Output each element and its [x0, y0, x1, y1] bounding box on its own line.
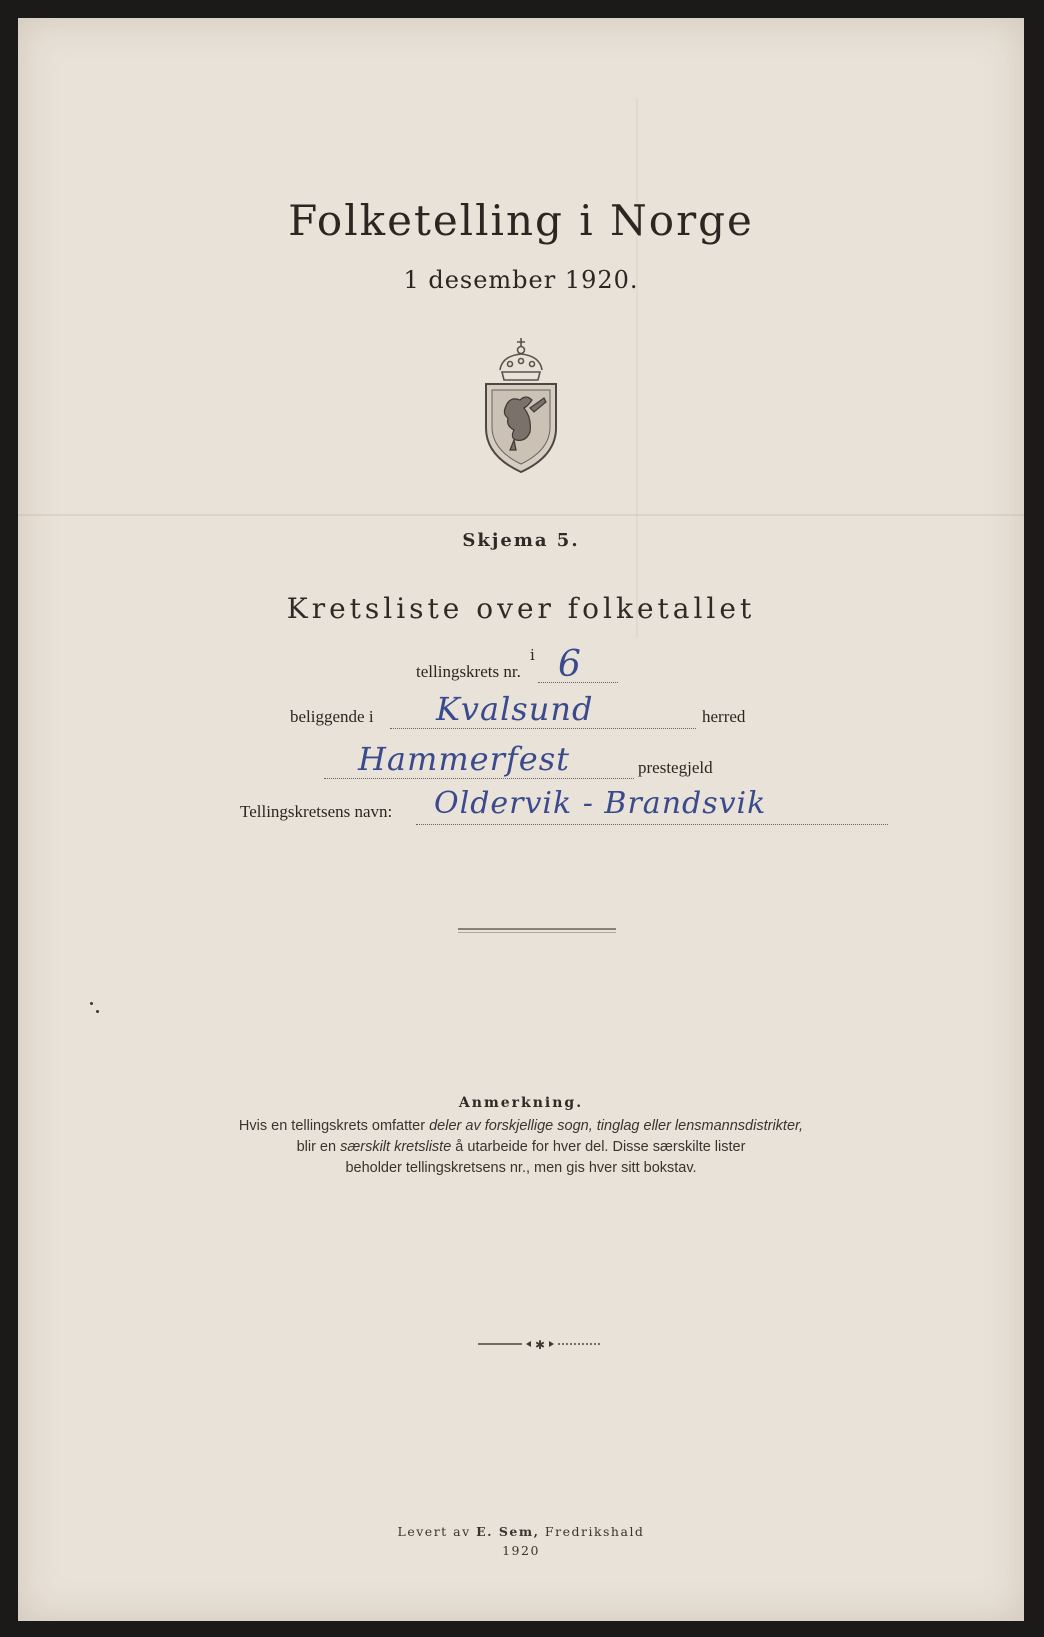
tellingskrets-label: tellingskrets nr.	[416, 662, 521, 681]
divider-rule	[458, 928, 616, 930]
herred-label: herred	[702, 707, 746, 726]
ink-speck	[96, 1010, 99, 1013]
kretsnavn-label: Tellingskretsens navn:	[240, 802, 393, 821]
divider-rule-thin	[458, 932, 616, 933]
beliggende-fill-line	[390, 728, 696, 729]
schema-label: Skjema 5.	[462, 530, 580, 551]
census-form-page	[18, 18, 1024, 1621]
ink-speck	[90, 1002, 93, 1005]
coat-of-arms-icon	[480, 334, 562, 476]
paper-crease	[636, 98, 638, 638]
note-line-1-italic: deler av forskjellige sogn, tinglag eller lensmannsdistrikter,	[429, 1118, 804, 1134]
beliggende-value: Kvalsund	[436, 690, 594, 728]
note-line-2-text-c: å utarbeide for hver del. Disse særskilte lister	[451, 1139, 746, 1155]
paper-fold-line	[18, 514, 1024, 516]
note-heading: Anmerkning.	[458, 1095, 584, 1111]
printer-name: E. Sem,	[476, 1524, 540, 1539]
document-title: Folketelling i Norge	[288, 196, 754, 245]
beliggende-label: beliggende i	[290, 707, 374, 726]
printer-year: 1920	[502, 1543, 540, 1558]
connector-word: i	[530, 646, 535, 664]
ornament-divider-icon	[478, 1338, 602, 1350]
kretsnavn-value: Oldervik - Brandsvik	[434, 786, 767, 821]
prestegjeld-label: prestegjeld	[638, 758, 713, 777]
printer-credit	[18, 1524, 1024, 1539]
note-line-2-italic: særskilt kretsliste	[340, 1139, 452, 1155]
kretsnavn-fill-line	[416, 824, 888, 825]
form-heading: Kretsliste over folketallet	[286, 592, 756, 625]
document-date: 1 desember 1920.	[403, 266, 639, 294]
prestegjeld-value: Hammerfest	[358, 740, 570, 778]
svg-text:✱: ✱	[534, 1338, 546, 1350]
prestegjeld-fill-line	[324, 778, 634, 779]
note-line-2	[18, 1139, 1024, 1155]
note-line-1	[18, 1118, 1024, 1134]
tellingskrets-value: 6	[558, 644, 582, 685]
printer-credit-c: Fredrikshald	[539, 1524, 645, 1539]
printer-credit-a: Levert av	[397, 1524, 477, 1539]
note-line-2-text-a: blir en	[296, 1139, 341, 1155]
note-line-1-text: Hvis en tellingskrets omfatter	[238, 1118, 430, 1134]
note-line-3: beholder tellingskretsens nr., men gis hver sitt bokstav.	[345, 1160, 697, 1176]
